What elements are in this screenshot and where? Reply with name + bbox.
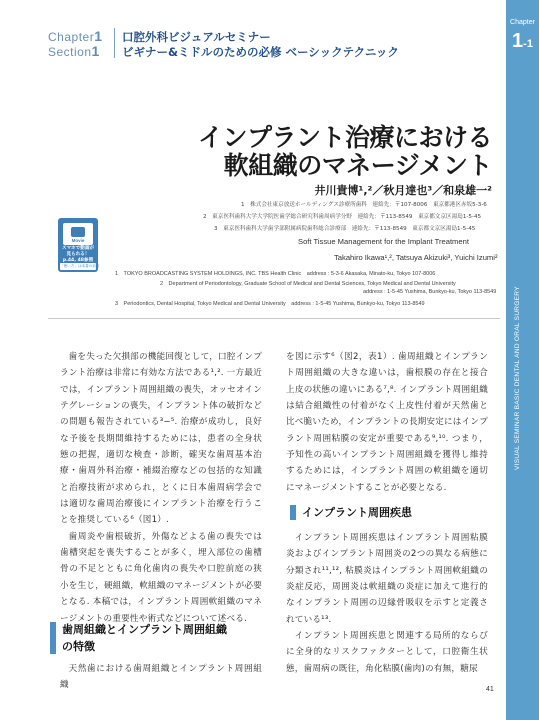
video-camera-icon xyxy=(71,227,85,237)
article-title-line2: 軟組織のマネージメント xyxy=(223,151,492,180)
movie-badge[interactable] xyxy=(58,218,98,272)
section-heading-peri-implant xyxy=(290,505,500,520)
body-column-left-continued xyxy=(60,661,262,694)
english-title: Soft Tissue Management for the Implant Treatment xyxy=(298,237,469,246)
body-paragraph: インプラント周囲疾患と関連する局所的ならびに全身的なリスクファクターとして，口腔衛生状態，歯周病の既往，角化粘膜(歯肉)の有無，糖尿 xyxy=(286,631,488,674)
english-affiliation-3: 3 Periodontics, Dental Hospital, Tokyo Medical and Dental University address : 1-5-45 Yushima, Bunkyo-ku, Tokyo 113-8549 xyxy=(115,301,425,307)
body-paragraph: を図に示す⁶（図2，表1）. 歯周組織とインプラント周囲組織の大きな違いは，歯根膜の存在と接合上皮の状態の違いにある⁷,⁸. インプラント周囲組織は結合組織性の付着がなく上皮性付着が天然歯と比べ脆いため，インプラントの長期安定にはインプラント周囲粘膜の安定が重要である⁹,¹⁰. つまり，予知性の高いインプラント周囲組織を獲得し維持するためには，インプラント周囲の軟組織を適切にマネージメントすることが必要となる. xyxy=(286,352,488,493)
heading-accent-bar xyxy=(50,622,56,654)
sidebar-chapter-number xyxy=(506,30,539,53)
section-heading-periodontal xyxy=(50,622,260,654)
page-number: 41 xyxy=(486,686,494,693)
body-paragraph: 天然歯における歯周組織とインプラント周囲組織 xyxy=(60,664,262,691)
english-authors: Takahiro Ikawa¹,², Tatsuya Akizuki³, Yuichi Izumi² xyxy=(334,253,498,262)
body-column-left xyxy=(60,349,262,627)
article-authors: 井川貴博¹,²／秋月達也³／和泉雄一² xyxy=(314,184,492,197)
section-divider xyxy=(48,318,500,319)
movie-badge-strip-text: 「使い方」は本書の前付 xyxy=(60,264,100,268)
heading-text: インプラント周囲疾患 xyxy=(302,506,412,519)
heading-accent-bar xyxy=(290,505,296,520)
english-affiliation-2: 2 Department of Periodontology, Graduate School of Medical and Dental Sciences, Tokyo Medical and Dental University xyxy=(160,281,456,287)
sidebar-chapter-num: 1 xyxy=(512,30,524,52)
header-section-word: Section xyxy=(48,45,92,59)
sidebar-chapter-sub: -1 xyxy=(523,38,533,50)
body-paragraph: インプラント周囲疾患はインプラント周囲粘膜炎およびインプラント周囲炎の2つの異なる病態に分類され¹¹,¹², 粘膜炎はインプラント周囲軟組織の炎症反応，周囲炎は軟組織の炎症に加えて進行的なインプラント周囲の辺縁骨吸収を示すと定義されている¹³. xyxy=(286,533,488,625)
header-chapter-word: Chapter xyxy=(48,30,95,44)
header-section-label xyxy=(48,43,100,59)
movie-badge-line1: スマホで動画が xyxy=(61,246,95,251)
body-column-right xyxy=(286,349,488,496)
body-paragraph: 歯周炎や歯根破折，外傷などよる歯の喪失では歯槽突起を喪失することが多く，埋入部位の歯槽骨の不足とともに角化歯肉の喪失や口腔前庭の狭小を生じ，硬組織，軟組織のマネージメントが必要となる. 本稿では，インプラント周囲軟組織のマネージメントの重要性や術式などについて述べる. xyxy=(60,531,262,624)
body-column-right-continued xyxy=(286,530,488,677)
header-subtitle: ビギナー&ミドルのための必修 ベーシックテクニック xyxy=(122,45,399,59)
header-series: 口腔外科ビジュアルセミナー xyxy=(122,30,271,44)
english-affiliation-2-address: address : 1-5-45 Yushima, Bunkyo-ku, Tokyo 113-8549 xyxy=(363,289,497,295)
movie-badge-line2: 見られる！ xyxy=(66,252,90,257)
sidebar-chapter-label: Chapter xyxy=(510,19,535,26)
heading-line2: の特徴 xyxy=(62,640,95,653)
affiliation-ja-3: 3 東京医科歯科大学歯学部附属病院歯科総合診療部 連絡先：〒113-8549 東京都文京区湯島1-5-45 xyxy=(214,226,476,232)
movie-badge-line3: p.44, 48参照 xyxy=(62,258,94,263)
header-chapter-label xyxy=(48,28,103,44)
heading-line1: 歯周組織とインプラント周囲組織 xyxy=(62,623,227,636)
movie-badge-text xyxy=(60,246,96,264)
header-section-n: 1 xyxy=(91,43,100,59)
movie-badge-strip xyxy=(60,263,100,270)
affiliation-ja-1: 1 株式会社東京放送ホールディングス診療所歯科 連絡先：〒107-8006 東京都港区赤坂5-3-6 xyxy=(241,202,487,208)
header-chapter-n: 1 xyxy=(94,28,103,44)
sidebar-vertical-text: VISUAL SEMINAR BASIC DENTAL AND ORAL SURGERY xyxy=(514,286,521,470)
affiliation-ja-2: 2 東京医科歯科大学大学院医歯学総合研究科歯周病学分野 連絡先：〒113-8549 東京都文京区湯島1-5-45 xyxy=(203,214,482,220)
header-divider xyxy=(114,28,115,58)
movie-badge-panel xyxy=(63,223,93,245)
body-paragraph: 歯を失った欠損部の機能回復として，口腔インプラント治療は非常に有効な方法である¹,². 一方最近では，インプラント周囲組織の喪失，オッセオインテグレーションの喪失，インプラント体の破折などの問題も報告されている³−⁵. 治療が成功し，良好な予後を長期間維持するためには，患者の全身状態の把握，適切な検査・診断，確実な歯周基本治療・歯周外科治療・補綴治療などの包括的な知識と治療技術が求められ，とくに日本歯周病学会では適切な歯周治療後にインプラント治療を行うことを推奨している⁶（図1）. xyxy=(60,352,262,526)
english-affiliation-1: 1 TOKYO BROADCASTING SYSTEM HOLDINGS, INC. TBS Health Clinic address : 5-3-6 Akasaka, Minato-ku, Tokyo 107-8006 xyxy=(115,271,436,277)
article-title-line1: インプラント治療における xyxy=(197,123,492,152)
movie-label: Movie xyxy=(71,238,85,243)
